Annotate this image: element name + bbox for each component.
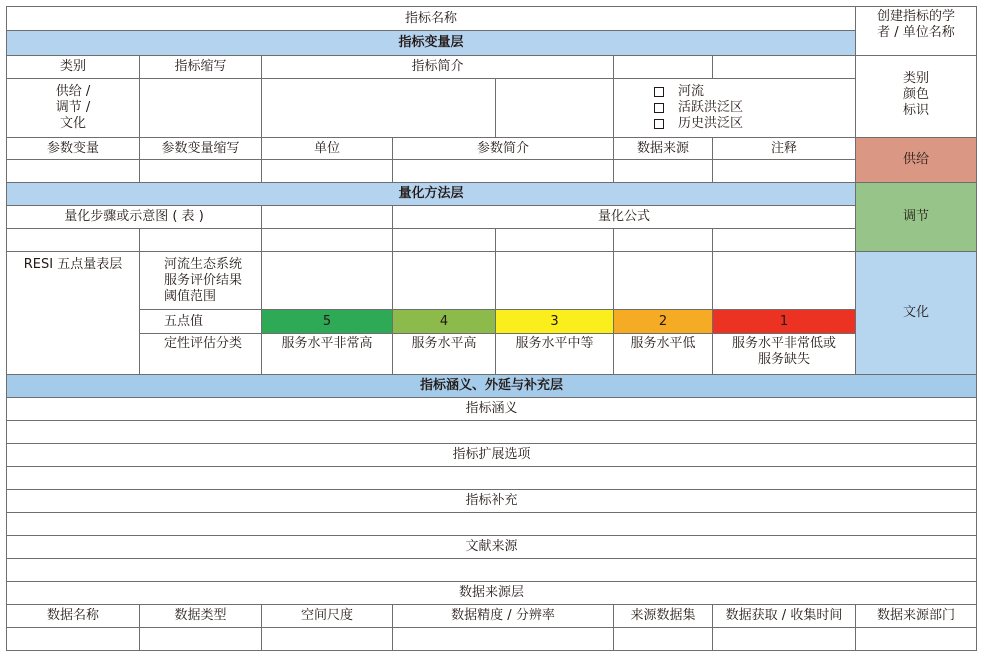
qualitative-1: 服务水平非常低或 服务缺失 [712,333,856,375]
empty-cell [139,78,262,138]
empty-cell [6,159,140,183]
empty-cell [261,159,393,183]
category-values: 供给 / 调节 / 文化 [6,78,140,138]
extension-row-blank [6,466,977,490]
param-header-unit: 单位 [261,137,393,160]
empty-cell [392,627,614,651]
score-1-cell: 1 [712,309,856,334]
qualitative-label: 定性评估分类 [139,333,262,375]
checkbox-river[interactable]: 河流 [654,84,704,100]
empty-cell [139,228,262,252]
checkbox-icon[interactable] [654,87,664,97]
brief-header: 指标简介 [261,55,614,79]
ds-header-scale: 空间尺度 [261,604,393,628]
empty-cell [139,627,262,651]
method-layer-title: 量化方法层 [6,182,856,206]
empty-cell [712,228,856,252]
extension-row-title: 指标扩展选项 [6,443,977,467]
culture-swatch: 文化 [855,251,977,375]
threshold-label: 河流生态系统 服务评价结果 阈值范围 [139,251,262,310]
param-header-note: 注释 [712,137,856,160]
category-header: 类别 [6,55,140,79]
qualitative-4: 服务水平高 [392,333,496,375]
empty-cell [613,251,713,310]
meaning-row-blank [6,420,977,444]
empty-cell [855,627,977,651]
ds-header-name: 数据名称 [6,604,140,628]
ds-header-type: 数据类型 [139,604,262,628]
qualitative-2: 服务水平低 [613,333,713,375]
empty-cell [139,159,262,183]
supply-swatch: 供给 [855,137,977,183]
empty-cell [392,251,496,310]
empty-cell [613,159,713,183]
abbreviation-header: 指标缩写 [139,55,262,79]
qualitative-3: 服务水平中等 [495,333,614,375]
indicator-name-cell: 指标名称 [6,6,856,31]
meaning-layer-title: 指标涵义、外延与补充层 [6,374,977,398]
empty-cell [712,159,856,183]
empty-cell [495,251,614,310]
regulation-swatch: 调节 [855,182,977,252]
empty-cell [261,627,393,651]
score-4-cell: 4 [392,309,496,334]
param-header-variable: 参数变量 [6,137,140,160]
empty-cell [712,627,856,651]
data-source-layer-title: 数据来源层 [6,581,977,605]
empty-cell [6,627,140,651]
supplement-row-blank [6,512,977,536]
score-3-cell: 3 [495,309,614,334]
param-header-source: 数据来源 [613,137,713,160]
creator-cell: 创建指标的学 者 / 单位名称 [855,6,977,56]
empty-cell [6,228,140,252]
steps-header: 量化步骤或示意图 ( 表 ) [6,205,262,229]
checkbox-icon[interactable] [654,119,664,129]
empty-cell [392,159,614,183]
param-header-brief: 参数简介 [392,137,614,160]
param-header-abbr: 参数变量缩写 [139,137,262,160]
empty-cell [261,251,393,310]
score-5-cell: 5 [261,309,393,334]
literature-row-title: 文献来源 [6,535,977,559]
ds-header-dataset: 来源数据集 [613,604,713,628]
checkbox-icon[interactable] [654,103,664,113]
ds-header-dept: 数据来源部门 [855,604,977,628]
color-label-cell: 类别 颜色 标识 [855,55,977,138]
empty-cell [261,228,393,252]
empty-cell [495,228,614,252]
empty-cell [261,78,496,138]
resi-label: RESI 五点量表层 [6,251,140,375]
ds-header-time: 数据获取 / 收集时间 [712,604,856,628]
empty-cell [613,627,713,651]
checkbox-group [613,78,856,138]
literature-row-blank [6,558,977,582]
empty-cell [261,205,393,229]
five-point-label: 五点值 [139,309,262,334]
score-2-cell: 2 [613,309,713,334]
empty-cell [613,55,713,79]
empty-cell [712,251,856,310]
empty-cell [712,55,856,79]
empty-cell [613,228,713,252]
variable-layer-title: 指标变量层 [6,30,856,56]
supplement-row-title: 指标补充 [6,489,977,513]
checkbox-active-floodplain[interactable]: 活跃洪泛区 [654,100,743,116]
checkbox-historic-floodplain[interactable]: 历史洪泛区 [654,116,743,132]
meaning-row-title: 指标涵义 [6,397,977,421]
ds-header-precision: 数据精度 / 分辨率 [392,604,614,628]
qualitative-5: 服务水平非常高 [261,333,393,375]
empty-cell [495,78,614,138]
empty-cell [392,228,496,252]
formula-header: 量化公式 [392,205,856,229]
